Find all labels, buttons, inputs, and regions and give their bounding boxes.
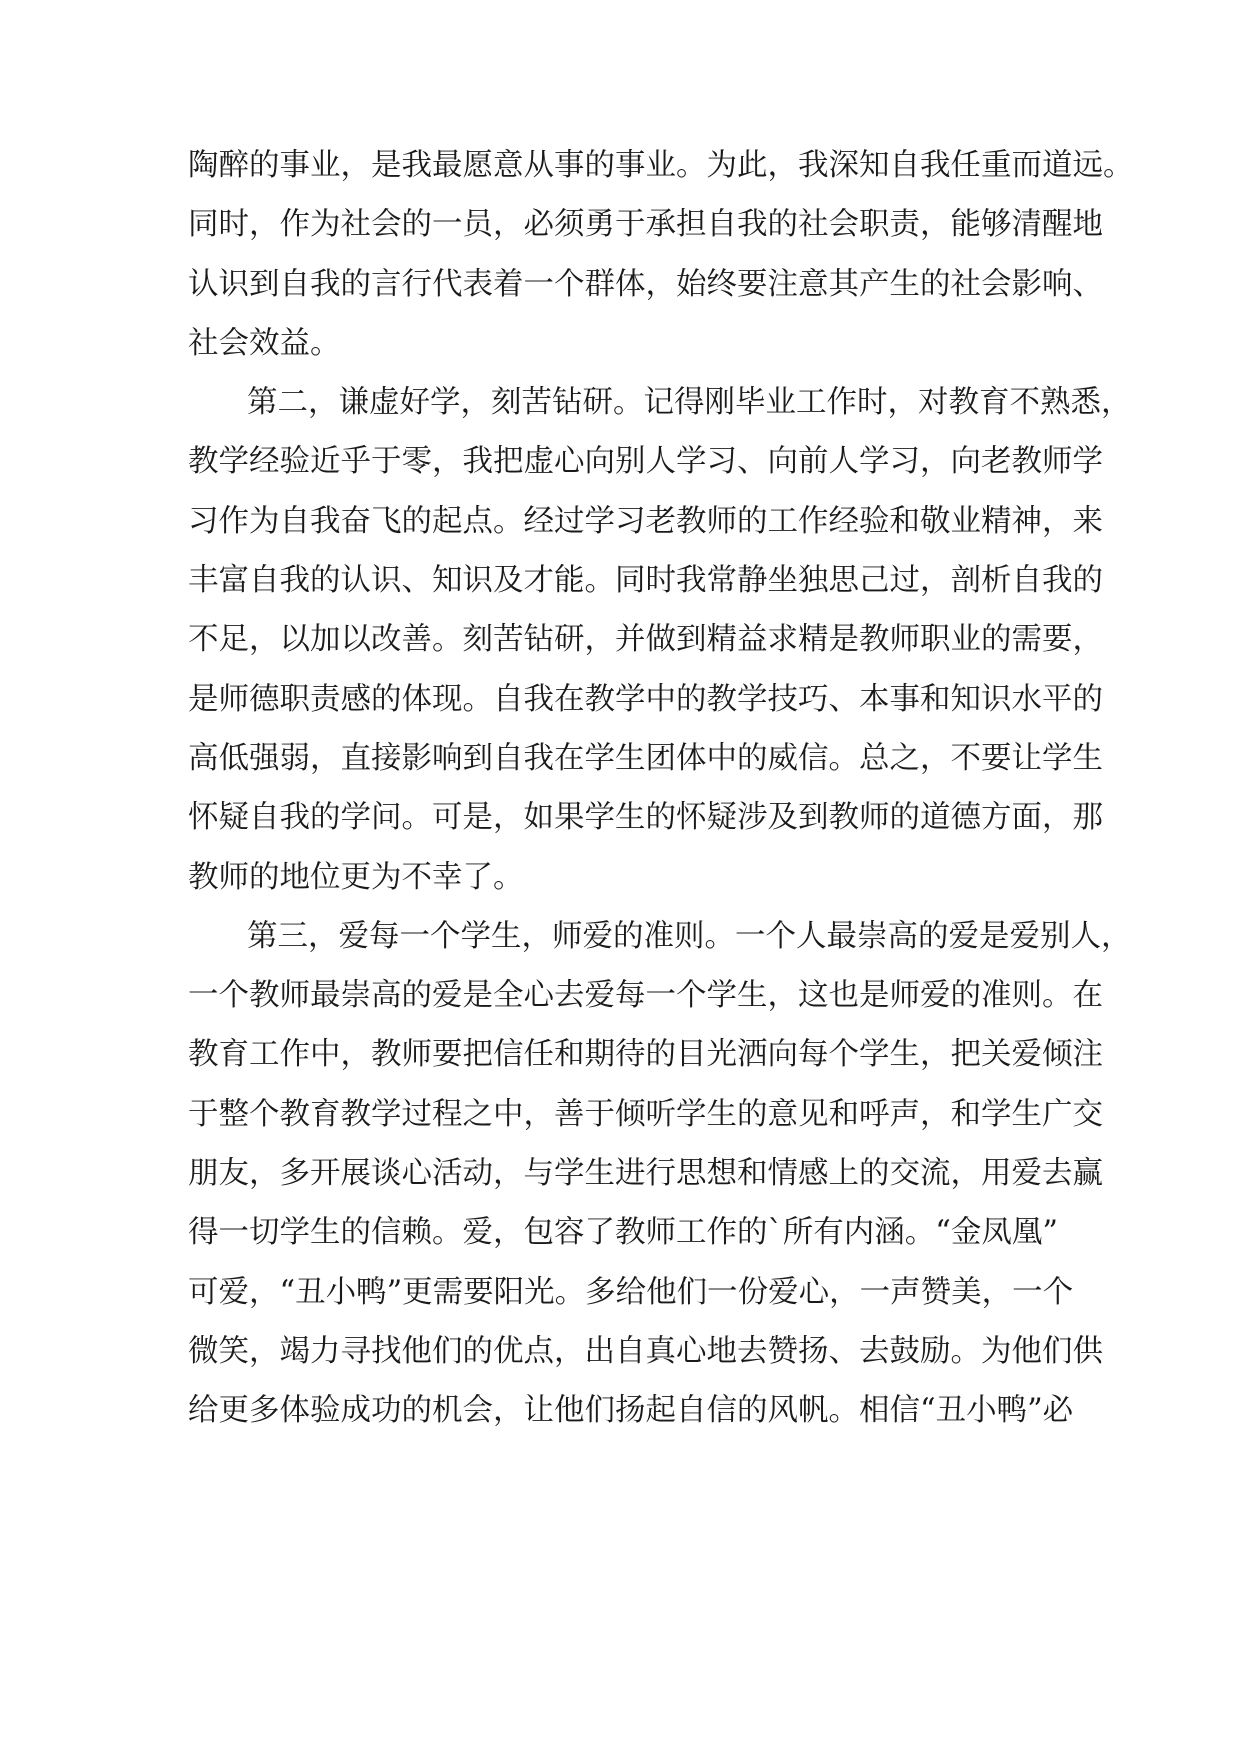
text-line: 习作为自我奋飞的起点。经过学习老教师的工作经验和敬业精神，来 [188,504,1103,539]
text-line: 微笑，竭力寻找他们的优点，出自真心地去赞扬、去鼓励。为他们供 [188,1334,1103,1369]
text-line: 认识到自我的言行代表着一个群体，始终要注意其产生的社会影响、 [188,267,1103,302]
text-line: 朋友，多开展谈心活动，与学生进行思想和情感上的交流，用爱去赢 [188,1156,1103,1191]
text-line: 怀疑自我的学问。可是，如果学生的怀疑涉及到教师的道德方面，那 [188,800,1103,835]
text-line: 社会效益。 [188,326,341,361]
text-line: 同时，作为社会的一员，必须勇于承担自我的社会职责，能够清醒地 [188,207,1103,242]
text-line: 一个教师最崇高的爱是全心去爱每一个学生，这也是师爱的准则。在 [188,978,1103,1013]
text-line: 教学经验近乎于零，我把虚心向别人学习、向前人学习，向老教师学 [188,444,1103,479]
paragraph-start-line: 第三，爱每一个学生，师爱的准则。一个人最崇高的爱是爱别人， [247,919,1132,954]
text-line: 教育工作中，教师要把信任和期待的目光洒向每个学生，把关爱倾注 [188,1037,1103,1072]
text-line: 可爱，“丑小鸭”更需要阳光。多给他们一份爱心，一声赞美，一个 [188,1275,1074,1310]
text-line: 于整个教育教学过程之中，善于倾听学生的意见和呼声，和学生广交 [188,1097,1103,1132]
text-line: 给更多体验成功的机会，让他们扬起自信的风帆。相信“丑小鸭”必 [188,1393,1074,1428]
text-line: 是师德职责感的体现。自我在教学中的教学技巧、本事和知识水平的 [188,682,1103,717]
text-line: 得一切学生的信赖。爱，包容了教师工作的`所有内涵。“金凤凰” [188,1215,1058,1250]
text-line: 陶醉的事业，是我最愿意从事的事业。为此，我深知自我任重而道远。 [188,148,1134,183]
text-line: 教师的地位更为不幸了。 [188,860,524,895]
text-line: 丰富自我的认识、知识及才能。同时我常静坐独思己过，剖析自我的 [188,563,1103,598]
paragraph-start-line: 第二，谦虚好学，刻苦钻研。记得刚毕业工作时，对教育不熟悉， [247,385,1132,420]
text-line: 不足，以加以改善。刻苦钻研，并做到精益求精是教师职业的需要， [188,622,1103,657]
text-line: 高低强弱，直接影响到自我在学生团体中的威信。总之，不要让学生 [188,741,1103,776]
